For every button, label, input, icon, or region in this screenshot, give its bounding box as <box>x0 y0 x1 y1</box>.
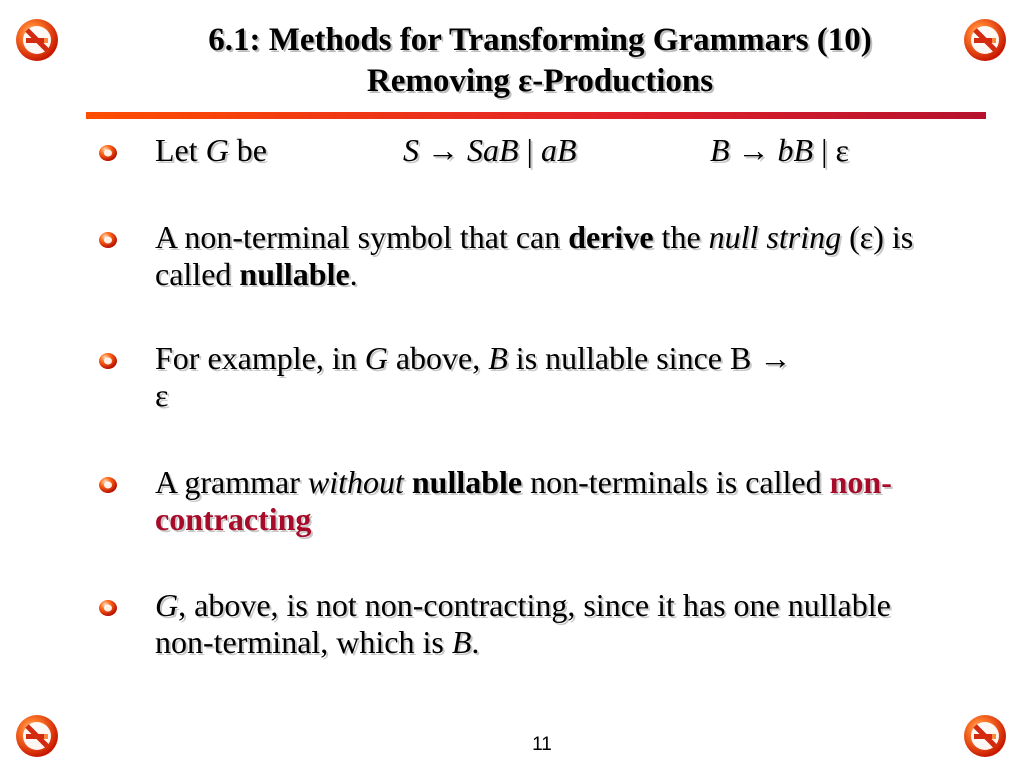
page-number: 11 <box>532 734 552 755</box>
term-without: without <box>307 464 404 500</box>
text-be: be <box>228 132 267 168</box>
bullet-text <box>155 219 945 293</box>
bottom-right-no-smoking-icon <box>962 713 1008 759</box>
text: is nullable since B → <box>507 340 792 376</box>
bottom-left-no-smoking-icon <box>14 713 60 759</box>
rhs-sab: SaB <box>467 132 519 168</box>
text: . <box>349 256 358 292</box>
slide-title-line-1: 6.1: Methods for Transforming Grammars (10) <box>208 22 872 58</box>
title-removing: Removing <box>366 63 519 99</box>
title-productions: -Productions <box>532 63 714 99</box>
term-non-contracting: non-contracting <box>155 464 892 537</box>
term-null-string: null string <box>708 219 842 255</box>
bullet-text <box>155 340 945 414</box>
text: For example, in <box>155 340 365 376</box>
epsilon: ε <box>835 132 849 168</box>
term-nullable: nullable <box>239 256 350 292</box>
text: A non-terminal symbol that can <box>155 219 569 255</box>
symbol-b: B <box>488 340 508 376</box>
grammar-g: G <box>155 587 179 623</box>
term-derive: derive <box>568 219 654 255</box>
epsilon: ε <box>155 377 169 413</box>
text <box>404 464 412 500</box>
arrow: → <box>729 132 778 168</box>
text: above, <box>387 340 489 376</box>
bullet-ball-icon <box>98 599 118 617</box>
bullet-ball-icon <box>98 352 118 370</box>
bullet-item <box>98 464 978 544</box>
arrow: → <box>419 132 467 168</box>
title-underline-rule <box>86 112 986 119</box>
grammar-g: G <box>364 340 388 376</box>
term-nullable: nullable <box>411 464 523 500</box>
bullet-item <box>98 219 978 299</box>
rhs-ab: aB <box>540 132 577 168</box>
slide-title <box>100 20 980 102</box>
bullet-ball-icon <box>98 476 118 494</box>
top-left-no-smoking-icon <box>14 17 60 63</box>
alternation-bar: | <box>518 132 541 168</box>
alternation-bar: | <box>813 132 836 168</box>
text: , above, is not non-contracting, since it has one nullable non-terminal, which is <box>155 587 891 660</box>
production-b <box>710 132 849 169</box>
bullet-ball-icon <box>98 144 118 162</box>
symbol-b: B <box>451 624 472 660</box>
text: the <box>653 219 709 255</box>
text-let: Let <box>155 132 206 168</box>
slide-title-line-2 <box>100 61 980 102</box>
production-s <box>403 132 577 169</box>
bullet-item <box>98 132 978 172</box>
text: . <box>471 624 480 660</box>
rhs-bb: bB <box>777 132 814 168</box>
text: A grammar <box>155 464 308 500</box>
title-epsilon: ε <box>518 63 533 99</box>
bullet-ball-icon <box>98 231 118 249</box>
bullet-text <box>155 587 945 661</box>
symbol-s: S <box>403 132 419 168</box>
bullet-item <box>98 587 978 667</box>
symbol-b: B <box>710 132 730 168</box>
grammar-g: G <box>205 132 229 168</box>
bullet-item <box>98 340 978 420</box>
text: non-terminals is called <box>522 464 830 500</box>
bullet-text <box>155 464 945 538</box>
text: (ε) is called <box>155 219 914 292</box>
